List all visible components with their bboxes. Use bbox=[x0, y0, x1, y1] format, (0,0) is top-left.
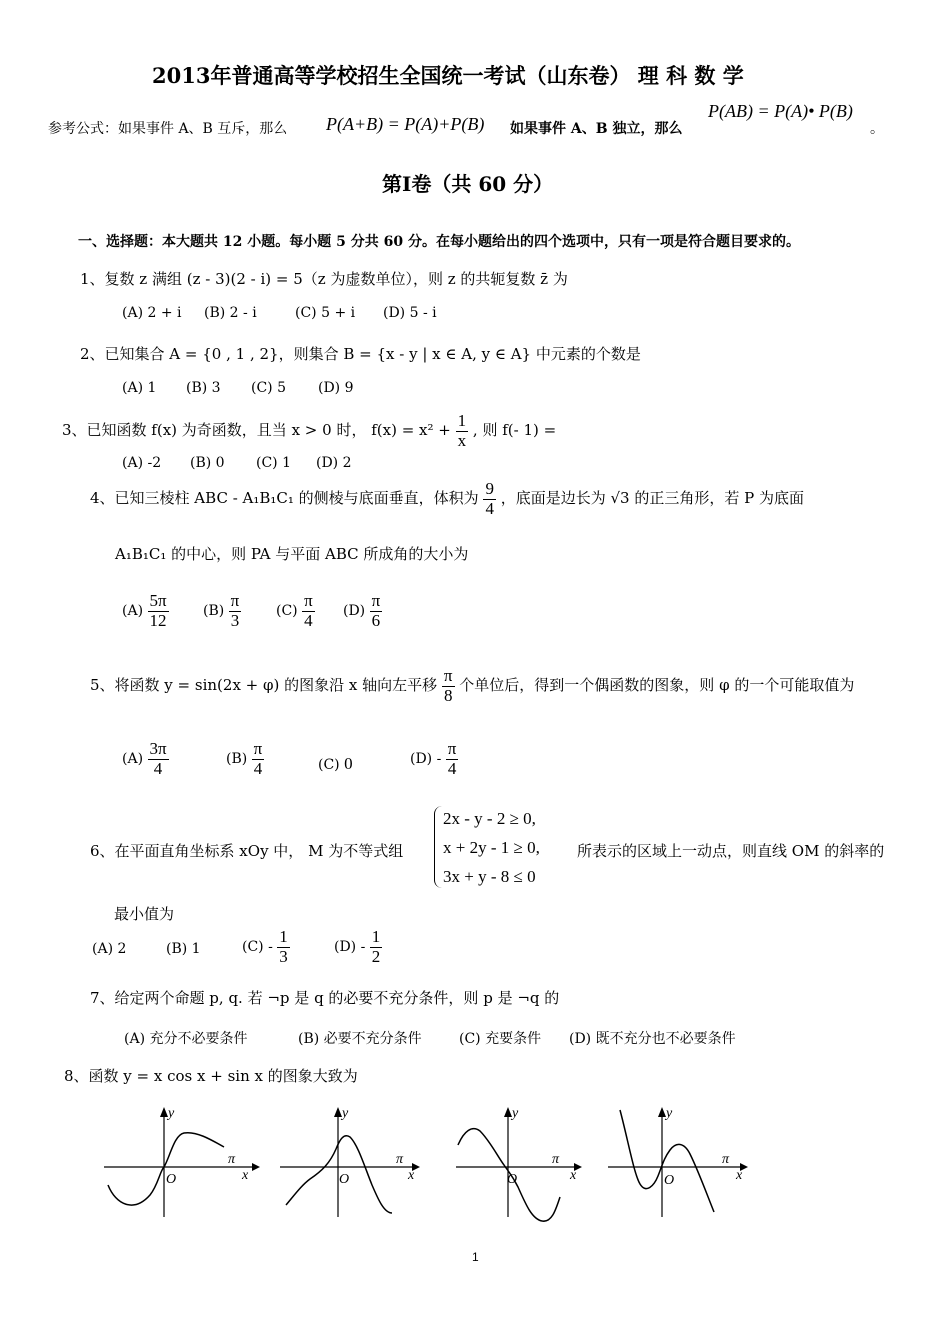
q4-volume-fraction: $\frac{9}{4}$ bbox=[485, 479, 494, 518]
q5-stem-a: 5、将函数 y = sin(2x + φ) 的图象沿 x 轴向左平移 bbox=[90, 676, 438, 695]
q3-stem-a: 3、已知函数 f(x) 为奇函数，且当 x > 0 时， f(x) = x² + bbox=[62, 421, 451, 440]
q3-option-b: (B) 0 bbox=[190, 455, 225, 471]
q8-graph-b[interactable] bbox=[276, 1105, 426, 1220]
q7-option-a: (A) 充分不必要条件 bbox=[124, 1031, 248, 1047]
q1-option-a: (A) 2 + i bbox=[122, 305, 182, 321]
q3-option-d: (D) 2 bbox=[316, 455, 352, 471]
q6-ineq-3: 3x + y - 8 ≤ 0 bbox=[443, 867, 536, 886]
exam-title: 2013年普通高等学校招生全国统一考试（山东卷） 理 科 数 学 bbox=[152, 63, 744, 88]
svg-text:y: y bbox=[666, 1106, 673, 1121]
svg-text:O: O bbox=[664, 1173, 675, 1188]
q8-graph-d[interactable] bbox=[604, 1100, 754, 1225]
q5-option-d: (D) - $\frac{\pi}{4}$ bbox=[410, 739, 457, 778]
formula-independent: P(AB) = P(A)• P(B) bbox=[708, 101, 853, 121]
q5-stem-b: 个单位后，得到一个偶函数的图象，则 φ 的一个可能取值为 bbox=[459, 676, 855, 695]
q4-stem bbox=[90, 480, 804, 518]
q7-option-c: (C) 充要条件 bbox=[459, 1031, 542, 1047]
q5-option-c: (C) 0 bbox=[318, 754, 353, 773]
q6-ineq-2: x + 2y - 1 ≥ 0, bbox=[443, 838, 540, 857]
q4-stem-a: 4、已知三棱柱 ABC - A₁B₁C₁ 的侧棱与底面垂直，体积为 bbox=[90, 489, 479, 508]
svg-text:x: x bbox=[408, 1168, 415, 1183]
formula-end: 。 bbox=[870, 121, 884, 137]
formula-union: P(A+B) = P(A)+P(B) bbox=[326, 114, 485, 134]
q5-option-a: (A) $\frac{3\pi}{4}$ bbox=[122, 739, 167, 778]
svg-text:x: x bbox=[242, 1168, 249, 1183]
q3-fraction: $\frac{1}{x}$ bbox=[457, 411, 467, 450]
q1-stem: 1、复数 z 满组 (z - 3)(2 - i) = 5（z 为虚数单位），则 z 的共轭复数 z̄ 为 bbox=[80, 270, 568, 288]
formula-mid: 如果事件 A、B 独立，那么 bbox=[510, 121, 683, 137]
svg-text:O: O bbox=[339, 1172, 350, 1187]
section-instructions: 一、选择题：本大题共 12 小题。每小题 5 分共 60 分。在每小题给出的四个选项中，只有一项是符合题目要求的。 bbox=[78, 234, 800, 250]
q2-option-b: (B) 3 bbox=[186, 380, 221, 396]
q1-option-b: (B) 2 - i bbox=[204, 305, 257, 321]
q2-stem: 2、已知集合 A = {0 , 1 , 2}，则集合 B = {x - y | x ∈ A, y ∈ A} 中元素的个数是 bbox=[80, 345, 641, 363]
q4-option-d: (D) $\frac{\pi}{6}$ bbox=[343, 591, 381, 630]
q6-stem-a: 6、在平面直角坐标系 xOy 中， M 为不等式组 bbox=[90, 842, 404, 860]
q3-option-c: (C) 1 bbox=[256, 455, 291, 471]
q4-option-b: (B) $\frac{\pi}{3}$ bbox=[203, 591, 240, 630]
q7-option-b: (B) 必要不充分条件 bbox=[298, 1031, 422, 1047]
svg-text:π: π bbox=[552, 1152, 560, 1167]
q1-option-d: (D) 5 - i bbox=[383, 305, 437, 321]
svg-text:y: y bbox=[342, 1106, 349, 1121]
q6-ineq-1: 2x - y - 2 ≥ 0, bbox=[443, 809, 536, 828]
q8-graph-a[interactable] bbox=[100, 1105, 260, 1220]
q3-stem-b: , 则 f(- 1) = bbox=[472, 421, 557, 440]
q6-stem-c: 最小值为 bbox=[114, 905, 175, 923]
q6-option-a: (A) 2 bbox=[92, 941, 127, 957]
svg-text:x: x bbox=[570, 1168, 577, 1183]
q3-stem bbox=[62, 412, 556, 450]
svg-text:π: π bbox=[228, 1152, 236, 1167]
svg-text:π: π bbox=[396, 1152, 404, 1167]
q4-option-c: (C) $\frac{\pi}{4}$ bbox=[276, 591, 313, 630]
q6-stem-b: 所表示的区域上一动点，则直线 OM 的斜率的 bbox=[577, 842, 885, 860]
q6-option-d: (D) - $\frac{1}{2}$ bbox=[334, 927, 381, 966]
q2-option-a: (A) 1 bbox=[122, 380, 157, 396]
q4-stem-c: A₁B₁C₁ 的中心，则 PA 与平面 ABC 所成角的大小为 bbox=[115, 545, 469, 563]
q6-option-c: (C) - $\frac{1}{3}$ bbox=[242, 927, 288, 966]
q8-graph-c[interactable] bbox=[452, 1105, 587, 1225]
q3-option-a: (A) -2 bbox=[122, 455, 162, 471]
formula-prefix: 参考公式：如果事件 A、B 互斥，那么 bbox=[48, 121, 288, 137]
q5-option-b: (B) $\frac{\pi}{4}$ bbox=[226, 739, 263, 778]
q1-option-c: (C) 5 + i bbox=[295, 305, 356, 321]
svg-text:O: O bbox=[166, 1172, 177, 1187]
q7-stem: 7、给定两个命题 p, q. 若 ¬p 是 q 的必要不充分条件，则 p 是 ¬q 的 bbox=[90, 989, 560, 1007]
q6-brace bbox=[434, 806, 443, 888]
q2-option-c: (C) 5 bbox=[251, 380, 286, 396]
section-title: 第Ⅰ卷（共 60 分） bbox=[382, 172, 554, 196]
q8-stem: 8、函数 y = x cos x + sin x 的图象大致为 bbox=[64, 1067, 358, 1085]
q2-option-d: (D) 9 bbox=[318, 380, 354, 396]
page-number: 1 bbox=[472, 1250, 479, 1264]
q4-option-a: (A) $\frac{5\pi}{12}$ bbox=[122, 591, 167, 630]
svg-text:x: x bbox=[736, 1168, 743, 1183]
svg-text:y: y bbox=[512, 1106, 519, 1121]
q4-stem-b: ，底面是边长为 √3 的正三角形，若 P 为底面 bbox=[500, 489, 805, 508]
q6-option-b: (B) 1 bbox=[166, 941, 201, 957]
q7-option-d: (D) 既不充分也不必要条件 bbox=[569, 1031, 736, 1047]
svg-text:O: O bbox=[507, 1172, 518, 1187]
q5-stem bbox=[90, 667, 854, 705]
svg-text:y: y bbox=[168, 1106, 175, 1121]
svg-text:π: π bbox=[722, 1152, 730, 1167]
q5-shift-fraction: $\frac{\pi}{8}$ bbox=[443, 666, 453, 705]
